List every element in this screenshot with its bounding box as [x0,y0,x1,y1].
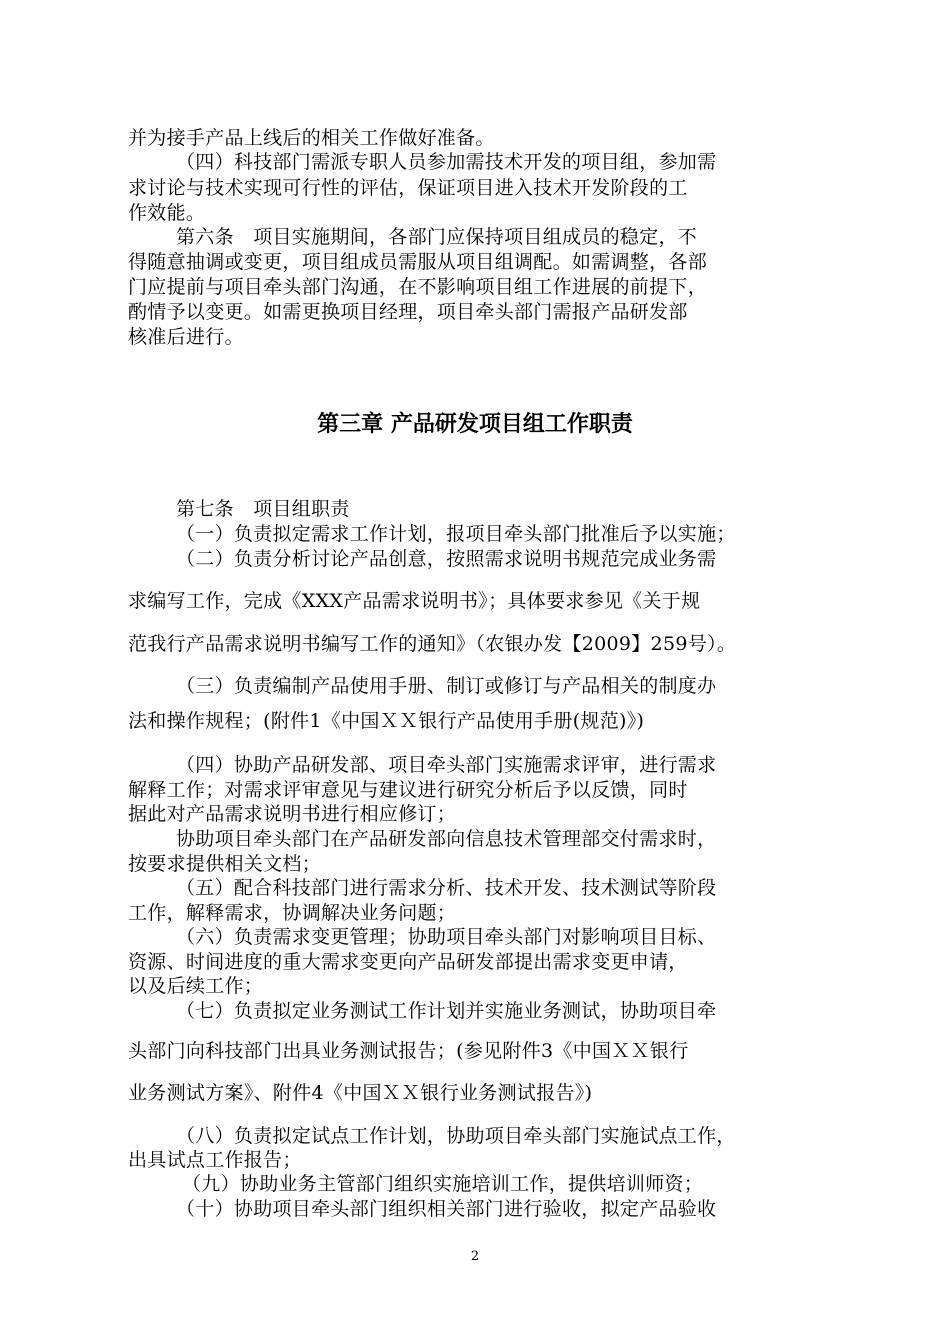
text-line: 作效能。 [128,202,206,224]
text-line: 解释工作；对需求评审意见与建议进行研究分析后予以反馈，同时 [128,779,688,801]
text-line: 求讨论与技术实现可行性的评估，保证项目进入技术开发阶段的工 [128,177,688,199]
text-line: 酌情予以变更。如需更换项目经理，项目牵头部门需报产品研发部 [128,301,688,323]
text-line: （四）协助产品研发部、项目牵头部门实施需求评审，进行需求 [176,754,717,776]
text-line: （八）负责拟定试点工作计划，协助项目牵头部门实施试点工作， [176,1125,736,1147]
text-line: 协助项目牵头部门在产品研发部向信息技术管理部交付需求时， [176,828,717,850]
text-line: （六）负责需求变更管理；协助项目牵头部门对影响项目目标、 [176,926,717,948]
text-line: （十）协助项目牵头部门组织相关部门进行验收，拟定产品验收 [176,1198,717,1220]
text-line: 出具试点工作报告； [128,1149,302,1171]
article-heading: 第七条 项目组职责 [176,498,350,520]
text-line: 法和操作规程；(附件1《中国ＸＸ银行产品使用手册(规范)》) [128,710,645,732]
text-line: 门应提前与项目牵头部门沟通，在不影响项目组工作进展的前提下， [128,276,708,298]
text-line: （九）协助业务主管部门组织实施培训工作，提供培训师资； [182,1173,704,1195]
text-line: 据此对产品需求说明书进行相应修订； [128,803,457,825]
text-line: 第六条 项目实施期间，各部门应保持项目组成员的稳定，不 [176,226,698,248]
text-line: （三）负责编制产品使用手册、制订或修订与产品相关的制度办 [176,675,717,697]
text-line: 求编写工作，完成《XXX产品需求说明书》；具体要求参见《关于规 [128,590,701,612]
chapter-title: 第三章 产品研发项目组工作职责 [317,412,633,437]
text-line: （五）配合科技部门进行需求分析、技术开发、技术测试等阶段 [176,877,717,899]
text-line: （一）负责拟定需求工作计划，报项目牵头部门批准后予以实施； [176,523,736,545]
text-line: （二）负责分析讨论产品创意，按照需求说明书规范完成业务需 [176,548,717,570]
text-line: （七）负责拟定业务测试工作计划并实施业务测试，协助项目牵 [176,1000,717,1022]
text-line: 头部门向科技部门出具业务测试报告；(参见附件3《中国ＸＸ银行 [128,1040,689,1062]
text-line: 按要求提供相关文档； [128,853,322,875]
text-line: 核准后进行。 [128,326,244,348]
text-line: 以及后续工作； [128,975,264,997]
text-line: 资源、时间进度的重大需求变更向产品研发部提出需求变更申请， [128,951,688,973]
text-line: 范我行产品需求说明书编写工作的通知》（农银办发【2009】259号）。 [128,633,737,655]
text-line: 工作，解释需求，协调解决业务问题； [128,902,457,924]
text-line: 得随意抽调或变更，项目组成员需服从项目组调配。如需调整，各部 [128,251,708,273]
text-line: 并为接手产品上线后的相关工作做好准备。 [128,127,495,149]
text-line: 业务测试方案》、附件4《中国ＸＸ银行业务测试报告》) [128,1082,593,1104]
text-line: （四）科技部门需派专职人员参加需技术开发的项目组，参加需 [176,151,717,173]
page-number: 2 [470,1249,480,1264]
